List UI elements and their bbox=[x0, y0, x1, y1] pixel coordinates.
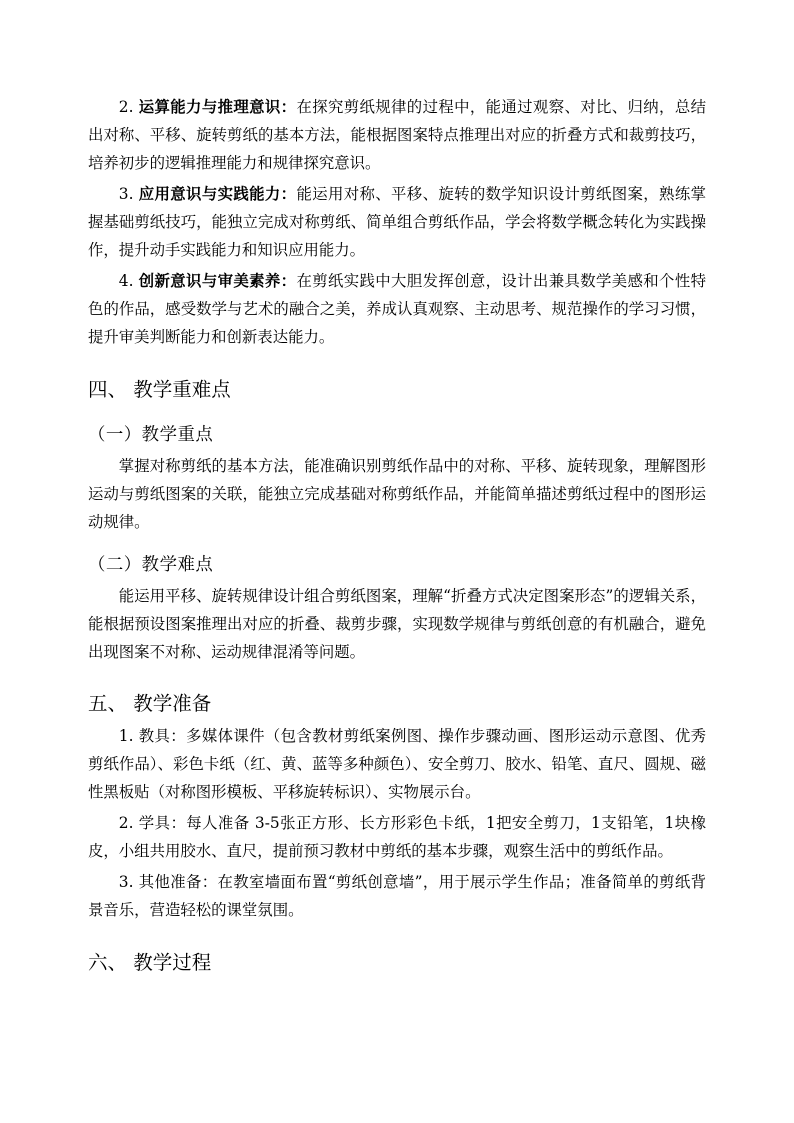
goal-item-3-prefix: 3. bbox=[118, 185, 139, 203]
goal-item-4-sep: ： bbox=[280, 272, 297, 290]
key-points-heading: （一）教学重点 bbox=[88, 425, 214, 445]
section-6-heading: 六、 教学过程 bbox=[88, 951, 212, 974]
goal-item-2-text: 在探究剪纸规律的过程中，能通过观察、对比、归纳，总结出对称、平移、旋转剪纸的基本方法，能根据图案特点推理出对应的折叠方式和裁剪技巧，培养初步的逻辑推理能力和规律探究意识。 bbox=[88, 98, 706, 172]
key-points-text: 掌握对称剪纸的基本方法，能准确识别剪纸作品中的对称、平移、旋转现象，理解图形运动与剪纸图案的关联，能独立完成基础对称剪纸作品，并能简单描述剪纸过程中的图形运动规律。 bbox=[88, 457, 706, 531]
goal-item-4-text: 在剪纸实践中大胆发挥创意，设计出兼具数学美感和个性特色的作品，感受数学与艺术的融合之美，养成认真观察、主动思考、规范操作的学习习惯，提升审美判断能力和创新表达能力。 bbox=[88, 272, 706, 346]
goal-item-3-text: 能运用对称、平移、旋转的数学知识设计剪纸图案，熟练掌握基础剪纸技巧，能独立完成对称剪纸、简单组合剪纸作品，学会将数学概念转化为实践操作，提升动手实践能力和知识应用能力。 bbox=[88, 185, 706, 259]
section-4-heading: 四、 教学重难点 bbox=[88, 378, 231, 401]
goal-item-2-label: 运算能力与推理意识 bbox=[138, 98, 281, 116]
prep-item-3: 3. 其他准备：在教室墙面布置“剪纸创意墙”，用于展示学生作品；准备简单的剪纸背景音乐，营造轻松的课堂氛围。 bbox=[88, 873, 706, 919]
section-5-heading: 五、 教学准备 bbox=[88, 692, 212, 715]
goal-item-3-sep: ： bbox=[280, 185, 297, 203]
difficult-points-heading: （二）教学难点 bbox=[88, 555, 214, 575]
prep-item-2: 2. 学具：每人准备 3-5张正方形、长方形彩色卡纸，1把安全剪刀，1支铅笔，1块橡皮，小组共用胶水、直尺，提前预习教材中剪纸的基本步骤，观察生活中的剪纸作品。 bbox=[88, 814, 706, 860]
goal-item-4-label: 创新意识与审美素养 bbox=[138, 272, 281, 290]
goal-item-2-sep: ： bbox=[280, 98, 297, 116]
difficult-points-text: 能运用平移、旋转规律设计组合剪纸图案，理解“折叠方式决定图案形态”的逻辑关系，能根据预设图案推理出对应的折叠、裁剪步骤，实现数学规律与剪纸创意的有机融合，避免出现图案不对称、运动规律混淆等问题。 bbox=[88, 587, 706, 661]
goal-item-2 bbox=[88, 93, 706, 177]
goal-item-3-label: 应用意识与实践能力 bbox=[138, 185, 281, 203]
goal-item-2-prefix: 2. bbox=[118, 98, 139, 116]
page-content bbox=[88, 93, 706, 977]
prep-item-1: 1. 教具：多媒体课件（包含教材剪纸案例图、操作步骤动画、图形运动示意图、优秀剪纸作品）、彩色卡纸（红、黄、蓝等多种颜色）、安全剪刀、胶水、铅笔、直尺、圆规、磁性黑板贴（对称图形模板、平移旋转标识）、实物展示台。 bbox=[88, 727, 706, 801]
goal-item-4 bbox=[88, 267, 706, 351]
goal-item-3 bbox=[88, 180, 706, 264]
goal-item-4-prefix: 4. bbox=[118, 272, 139, 290]
